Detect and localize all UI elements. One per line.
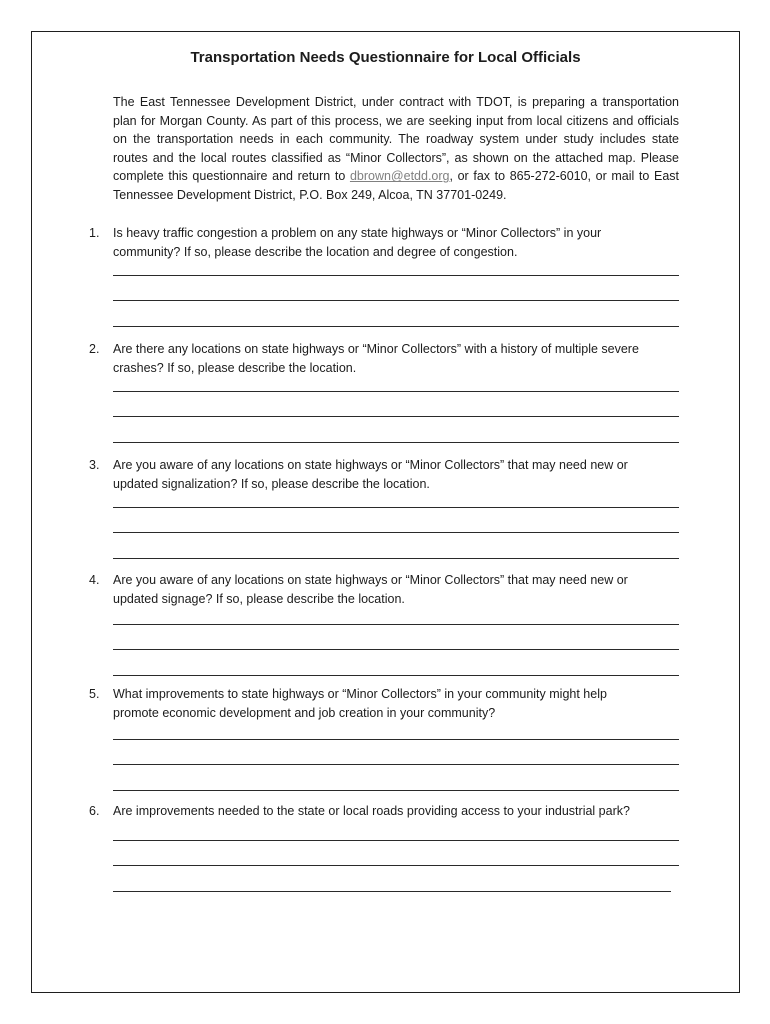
answer-line[interactable] [113,391,679,417]
document-title: Transportation Needs Questionnaire for Local Officials [190,49,581,66]
question-6 [0,802,770,916]
question-1 [0,224,770,351]
question-text-line: Are there any locations on state highways or “Minor Collectors” with a history of multiple severe [113,342,639,356]
question-number: 4. [89,573,100,587]
answer-line[interactable] [113,532,679,558]
question-number: 1. [89,226,100,240]
answer-line[interactable] [113,865,679,891]
question-5 [0,685,770,815]
intro-contact-line [113,167,679,186]
answer-line[interactable] [113,624,679,650]
question-number: 2. [89,342,100,356]
question-text-line: crashes? If so, please describe the location. [113,360,357,375]
answer-line[interactable] [113,891,671,917]
contact-text-before: complete this questionnaire and return to [113,169,350,184]
answer-line[interactable] [113,300,679,326]
question-text [113,340,679,378]
question-text-line: Are you aware of any locations on state highways or “Minor Collectors” that may need new or [113,458,628,472]
question-2 [0,340,770,467]
question-number: 6. [89,804,100,818]
question-text-line: What improvements to state highways or “Minor Collectors” in your community might help [113,687,607,701]
answer-line[interactable] [113,840,679,866]
question-text-line: Are you aware of any locations on state highways or “Minor Collectors” that may need new or [113,573,628,587]
intro-line: The East Tennessee Development District, under contract with TDOT, is preparing a transportation [113,95,679,109]
question-number: 5. [89,687,100,701]
answer-area [113,840,679,917]
question-4 [0,571,770,700]
question-text [113,802,679,821]
answer-line[interactable] [113,739,679,765]
intro-line: on the transportation needs in each community. The roadway system under study includes state [113,132,679,147]
question-text [113,224,679,262]
intro-line: plan for Morgan County. As part of this process, we are seeking input from local citizens and officials [113,113,679,128]
answer-line[interactable] [113,649,679,675]
question-text-line: Are improvements needed to the state or local roads providing access to your industrial park? [113,804,630,818]
intro-paragraph [113,93,679,205]
contact-text-after: , or fax to 865-272-6010, or mail to East [449,169,679,184]
answer-line[interactable] [113,275,679,301]
question-text [113,571,679,609]
intro-line: Tennessee Development District, P.O. Box 249, Alcoa, TN 37701-0249. [113,187,507,202]
question-number: 3. [89,458,100,472]
question-text [113,685,679,723]
question-3 [0,456,770,583]
answer-line[interactable] [113,507,679,533]
question-text-line: updated signage? If so, please describe the location. [113,591,405,606]
question-text-line: updated signalization? If so, please describe the location. [113,476,430,491]
answer-line[interactable] [113,416,679,442]
intro-line: routes and the local routes classified as “Minor Collectors”, as shown on the attached map. Please [113,150,679,165]
question-text [113,456,679,494]
question-text-line: promote economic development and job creation in your community? [113,705,496,720]
email-link[interactable]: dbrown@etdd.org [349,169,450,184]
question-text-line: community? If so, please describe the location and degree of congestion. [113,244,518,259]
answer-line[interactable] [113,764,679,790]
question-text-line: Is heavy traffic congestion a problem on any state highways or “Minor Collectors” in your [113,226,602,240]
